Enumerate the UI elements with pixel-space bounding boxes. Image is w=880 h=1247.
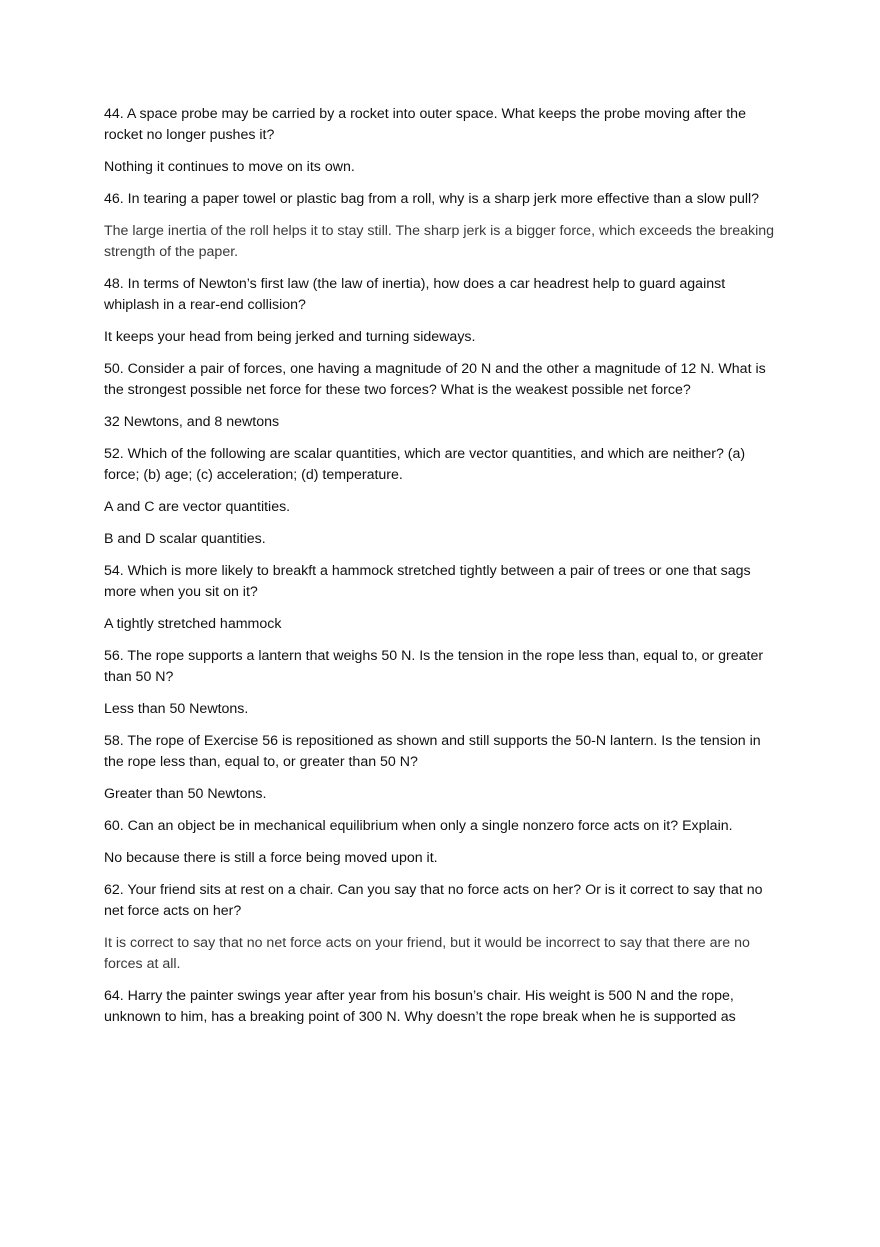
question-60: 60. Can an object be in mechanical equilibrium when only a single nonzero force acts on it? Explain. [104,818,733,834]
question-44: 44. A space probe may be carried by a rocket into outer space. What keeps the probe moving after the rocket no longer pushes it? [104,106,746,143]
answer-58: Greater than 50 Newtons. [104,786,267,802]
question-52: 52. Which of the following are scalar quantities, which are vector quantities, and which are neither? (a) force; (b) age; (c) acceleration; (d) temperature. [104,446,746,483]
answer-60: No because there is still a force being moved upon it. [104,850,438,866]
answer-62: It is correct to say that no net force acts on your friend, but it would be incorrect to say that there are no forces at all. [104,935,750,972]
question-56: 56. The rope supports a lantern that weighs 50 N. Is the tension in the rope less than, equal to, or greater than 50 N? [104,648,764,685]
question-54: 54. Which is more likely to breakft a hammock stretched tightly between a pair of trees or one that sags more when you sit on it? [104,563,751,600]
question-58: 58. The rope of Exercise 56 is repositioned as shown and still supports the 50-N lantern. Is the tension in the rope less than, equal to, or greater than 50 N? [104,733,761,770]
question-64: 64. Harry the painter swings year after year from his bosun’s chair. His weight is 500 N and the rope, unknown to him, has a breaking point of 300 N. Why doesn’t the rope break when he is supported as [104,988,736,1025]
answer-52-vectors: A and C are vector quantities. [104,499,291,515]
question-50: 50. Consider a pair of forces, one having a magnitude of 20 N and the other a magnitude of 12 N. What is the strongest possible net force for these two forces? What is the weakest possible net force? [104,361,766,398]
question-62: 62. Your friend sits at rest on a chair. Can you say that no force acts on her? Or is it correct to say that no net force acts on her? [104,882,763,919]
answer-50: 32 Newtons, and 8 newtons [104,414,280,430]
answer-56: Less than 50 Newtons. [104,701,249,717]
document-page [104,104,780,1039]
answer-52-scalars: B and D scalar quantities. [104,531,266,547]
answer-54: A tightly stretched hammock [104,616,282,632]
question-48: 48. In terms of Newton’s first law (the law of inertia), how does a car headrest help to guard against whiplash in a rear-end collision? [104,276,726,313]
answer-46: The large inertia of the roll helps it to stay still. The sharp jerk is a bigger force, which exceeds the breaking strength of the paper. [104,223,775,260]
answer-48: It keeps your head from being jerked and turning sideways. [104,329,476,345]
answer-44: Nothing it continues to move on its own. [104,159,355,175]
question-46: 46. In tearing a paper towel or plastic bag from a roll, why is a sharp jerk more effective than a slow pull? [104,191,760,207]
